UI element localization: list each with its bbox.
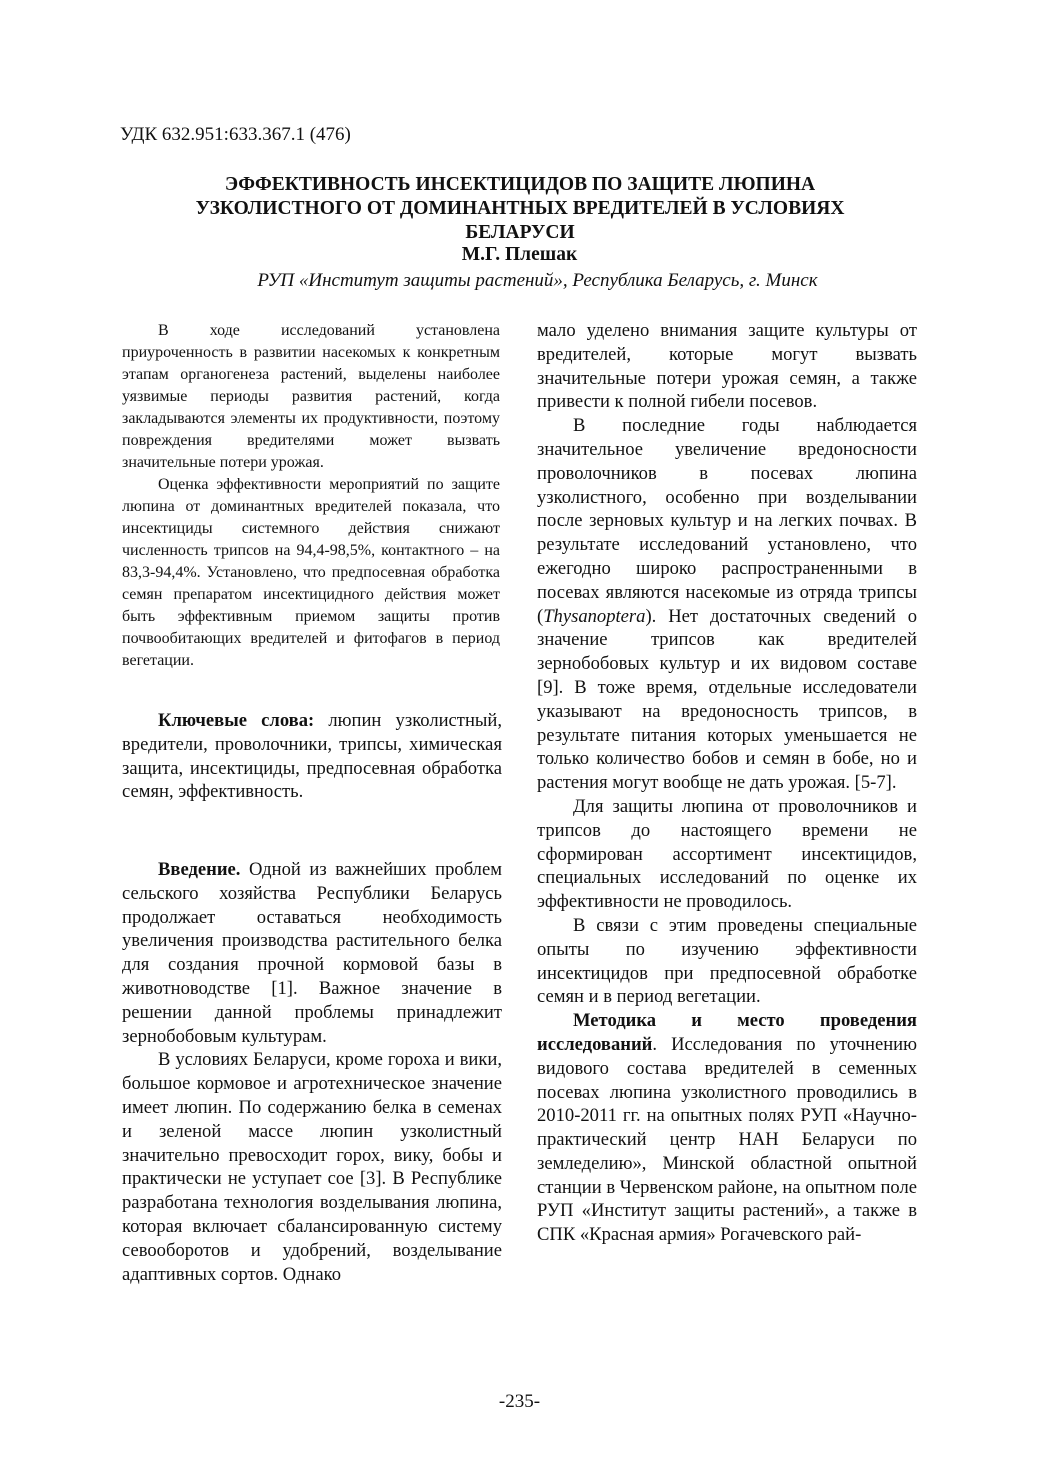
right-paragraph-2	[537, 414, 917, 795]
right-paragraph-3: Для защиты люпина от проволочников и трипсов до настоящего времени не сформирован ассортимент инсектицидов, специальных исследований по оценке их эффективности не проводилось.	[537, 795, 917, 913]
author-name: М.Г. Плешак	[461, 244, 578, 265]
title-line-1: ЭФФЕКТИВНОСТЬ ИНСЕКТИЦИДОВ ПО ЗАЩИТЕ ЛЮПИНА	[224, 174, 816, 195]
right-p2-text-b: ). Нет достаточных сведений о значение трипсов как вредителей зернобобовых культур и их видовом составе [9]. В тоже время, отдельные исследователи указывают на вредоносность трипсов, в результате питания которых уменьшается не только количество бобов и семян в бобе, но и растения могут вообще не дать урожая. [5-7].	[537, 605, 917, 794]
right-paragraph-1: мало уделено внимания защите культуры от вредителей, которые могут вызвать значительные потери урожая семян, а также привести к полной гибели посевов.	[537, 320, 917, 413]
intro-paragraph-2: В условиях Беларуси, кроме гороха и вики, большое кормовое и агротехническое значение имеет люпин. По содержанию белка в семенах и зеленой массе люпин узколистный значительно превосходит горох, вику, бобы и практически не уступает сое [3]. В Республике разработана технология возделывания люпина, которая включает сбалансированную систему севооборотов и удобрений, возделывание адаптивных сортов. Однако	[122, 1049, 502, 1285]
right-column-body	[537, 319, 917, 1247]
paper-title	[130, 173, 910, 245]
methods-text: . Исследования по уточнению видового состава вредителей в семенных посевах люпина узколистного проводились в 2010-2011 гг. на опытных полях РУП «Научно-практический центр НАН Беларуси по земледелию», Минской областной опытной станции в Червенском районе, на опытном поле РУП «Институт защиты растений», а также в СПК «Красная армия» Рогачевского рай-	[537, 1033, 917, 1246]
keywords-text: люпин узколистный, вредители, проволочники, трипсы, химическая защита, инсектициды, предпосевная обработка семян, эффективность.	[122, 710, 502, 803]
udc-code: УДК 632.951:633.367.1 (476)	[120, 124, 351, 145]
intro-paragraph-1	[122, 858, 502, 1048]
latin-name: Thysanoptera	[543, 605, 646, 627]
intro-label: Введение.	[158, 859, 241, 880]
abstract-paragraph-1: В ходе исследований установлена приуроченность в развитии насекомых к конкретным этапам органогенеза растений, выделены наиболее уязвимые периоды развития растений, когда закладываются элементы их продуктивности, поэтому повреждения вредителями может вызвать значительные потери урожая.	[122, 322, 500, 471]
right-p2-text-a: В последние годы наблюдается значительное увеличение вредоносности проволочников в посевах люпина узколистного, особенно при возделывании после зерновых культур и на легких почвах. В результате исследований установлено, что ежегодно широко распространенными в посевах являются насекомые из отряда трипсы (	[537, 415, 917, 627]
page-number: -235-	[498, 1391, 541, 1412]
methods-label: Методика и место проведения исследований	[537, 1010, 917, 1055]
left-column-body	[122, 858, 502, 1286]
title-line-2: УЗКОЛИСТНОГО ОТ ДОМИНАНТНЫХ ВРЕДИТЕЛЕЙ В УСЛОВИЯХ	[195, 198, 845, 219]
intro-text-1: Одной из важнейших проблем сельского хозяйства Республики Беларусь продолжает оставаться необходимость увеличения производства растительного белка для создания прочной кормовой базы в животноводстве [1]. Важное значение в решении данной проблемы принадлежит зернобобовым культурам.	[122, 859, 502, 1047]
keywords-paragraph	[122, 709, 502, 804]
abstract-paragraph-2: Оценка эффективности мероприятий по защите люпина от доминантных вредителей показала, что инсектициды системного действия снижают численность трипсов на 94,4-98,5%, контактного – на 83,3-94,4%. Установлено, что предпосевная обработка семян препаратом инсектицидного действия может быть эффективным приемом защиты против почвообитающих вредителей и фитофагов в период вегетации.	[122, 476, 500, 669]
methods-paragraph	[537, 1009, 917, 1247]
abstract	[122, 320, 500, 672]
affiliation: РУП «Институт защиты растений», Республика Беларусь, г. Минск	[257, 270, 818, 291]
keywords	[122, 709, 502, 804]
right-paragraph-4: В связи с этим проведены специальные опыты по изучению эффективности инсектицидов при предпосевной обработке семян и в период вегетации.	[537, 914, 917, 1008]
title-line-3: БЕЛАРУСИ	[465, 222, 575, 243]
keywords-label: Ключевые слова:	[158, 710, 315, 731]
